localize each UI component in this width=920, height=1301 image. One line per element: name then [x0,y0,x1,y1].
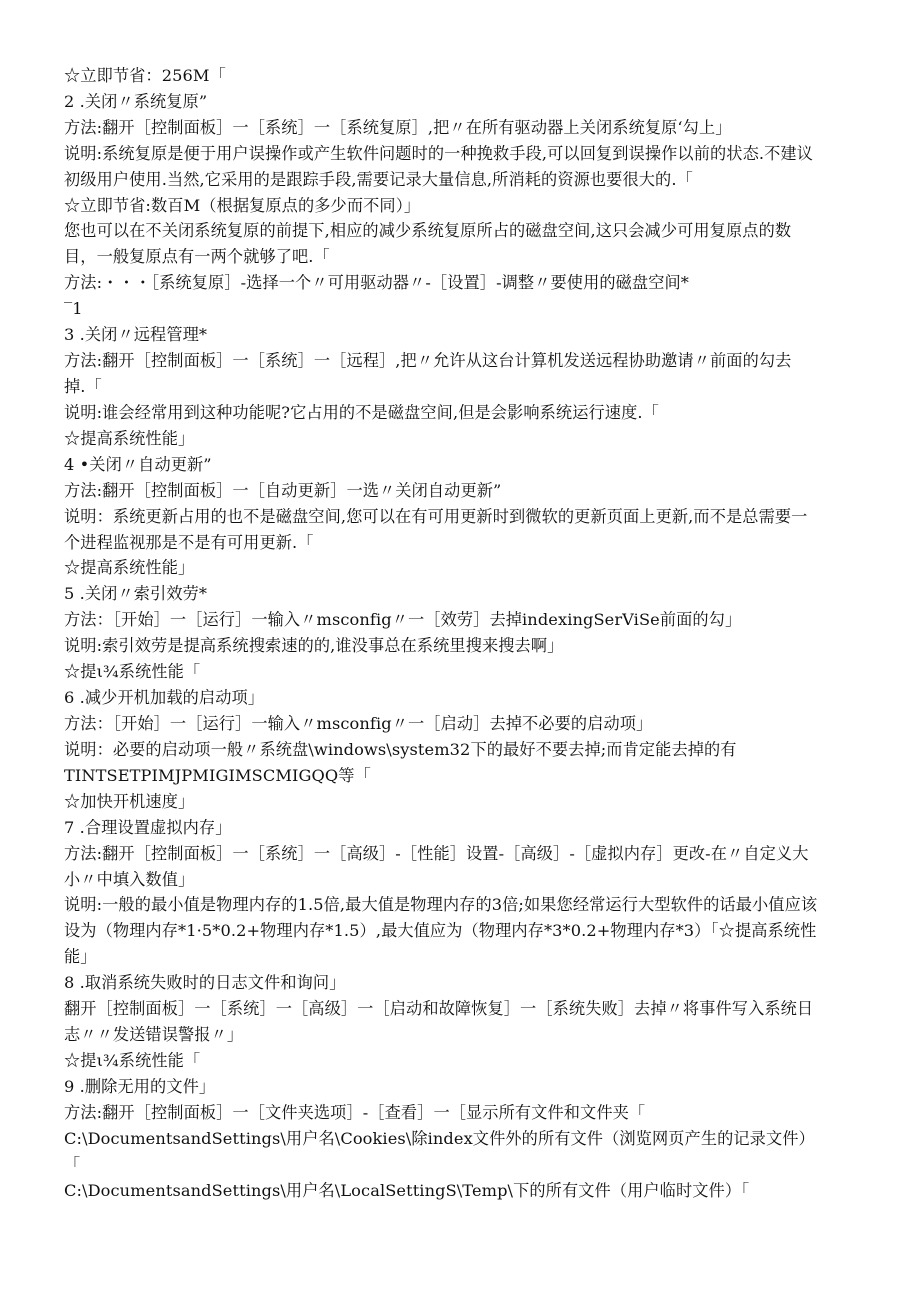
text-line: 目，一般复原点有一两个就够了吧.「 [64,247,330,266]
text-line: 5 .关闭〃索引效劳* [64,584,208,603]
text-line: 设为（物理内存*1·5*0.2+物理内存*1.5）,最大值应为（物理内存*3*0.2+物理内存*3）「☆提高系统性 [64,921,817,940]
text-line: 个进程监视那是不是有可用更新.「 [64,533,314,552]
text-line: ☆立即节省：256M「 [64,66,226,85]
text-line: 4 •关闭〃自动更新” [64,455,212,474]
text-line: 小〃中填入数值」 [64,870,195,889]
text-line: 翻开［控制面板］一［系统］一［高级］一［启动和故障恢复］一［系统失败］去掉〃将事件写入系统日 [64,999,814,1018]
text-line: 方法:翻开［控制面板］一［自动更新］一选〃关闭自动更新” [64,481,502,500]
text-line: 志〃〃发送错误警报〃」 [64,1025,244,1044]
text-line: ☆立即节省:数百M（根据复原点的多少而不同）」 [64,196,421,215]
text-line: 7 .合理设置虚拟内存」 [64,818,232,837]
text-line: 方法：［开始］一［运行］一输入〃msconfig〃一［效劳］去掉indexingSerViSe前面的勾」 [64,610,742,629]
text-line: C:\DocumentsandSettings\用户名\Cookies\除index文件外的所有文件（浏览网页产生的记录文件） [64,1129,815,1148]
text-line: 9 .删除无用的文件」 [64,1077,216,1096]
text-line: 「 [64,1155,81,1174]
text-line: 方法:翻开［控制面板］一［文件夹选项］-［查看］一［显示所有文件和文件夹「 [64,1103,646,1122]
text-line: ☆提高系统性能」 [64,429,195,448]
text-line: 8 .取消系统失败时的日志文件和询问」 [64,973,346,992]
text-line: 3 .关闭〃远程管理* [64,325,208,344]
text-line: 2 .关闭〃系统复原” [64,92,208,111]
text-line: ☆提ι¾系统性能「 [64,1051,201,1070]
text-line: 初级用户使用.当然,它采用的是跟踪手段,需要记录大量信息,所消耗的资源也要很大的.「 [64,170,693,189]
text-line: 方法:翻开［控制面板］一［系统］一［高级］-［性能］设置-［高级］-［虚拟内存］更改-在〃自定义大 [64,844,809,863]
text-line: 说明:谁会经常用到这种功能呢?它占用的不是磁盘空间,但是会影响系统运行速度.「 [64,403,659,422]
text-line: 方法:翻开［控制面板］一［系统］一［远程］,把〃允许从这台计算机发送远程协助邀请〃前面的勾去 [64,351,792,370]
text-line: TINTSETPIMJPMIGIMSCMIGQQ等「 [64,766,371,785]
text-line: ‾1 [64,299,83,318]
text-line: ☆加快开机速度」 [64,792,195,811]
text-line: 说明：必要的启动项一般〃系统盘\windows\system32下的最好不要去掉;而肯定能去掉的有 [64,740,737,759]
text-line: 方法：［开始］一［运行］一输入〃msconfig〃一［启动］去掉不必要的启动项」 [64,714,653,733]
text-line: 您也可以在不关闭系统复原的前提下,相应的减少系统复原所占的磁盘空间,这只会减少可用复原点的数 [64,221,792,240]
text-line: 说明：系统更新占用的也不是磁盘空间,您可以在有可用更新时到微软的更新页面上更新,而不是总需要一 [64,507,808,526]
text-line: 能」 [64,947,97,966]
text-line: 说明:一般的最小值是物理内存的1.5倍,最大值是物理内存的3倍;如果您经常运行大型软件的话最小值应该 [64,895,818,914]
text-line: ☆提ι¾系统性能「 [64,662,201,681]
text-line: 6 .减少开机加载的启动项」 [64,688,265,707]
text-line: 方法:・・・［系统复原］-选择一个〃可用驱动器〃-［设置］-调整〃要使用的磁盘空间* [64,273,689,292]
text-line: 说明:索引效劳是提高系统搜索速的的,谁没事总在系统里搜来搜去啊」 [64,636,564,655]
text-line: 掉.「 [64,377,102,396]
text-line: 说明:系统复原是便于用户误操作或产生软件问题时的一种挽救手段,可以回复到误操作以前的状态.不建议 [64,144,813,163]
text-line: C:\DocumentsandSettings\用户名\LocalSettingS\Temp\下的所有文件（用户临时文件）「 [64,1181,750,1200]
text-line: ☆提高系统性能」 [64,558,195,577]
text-line: 方法:翻开［控制面板］一［系统］一［系统复原］,把〃在所有驱动器上关闭系统复原‘勾上」 [64,118,732,137]
